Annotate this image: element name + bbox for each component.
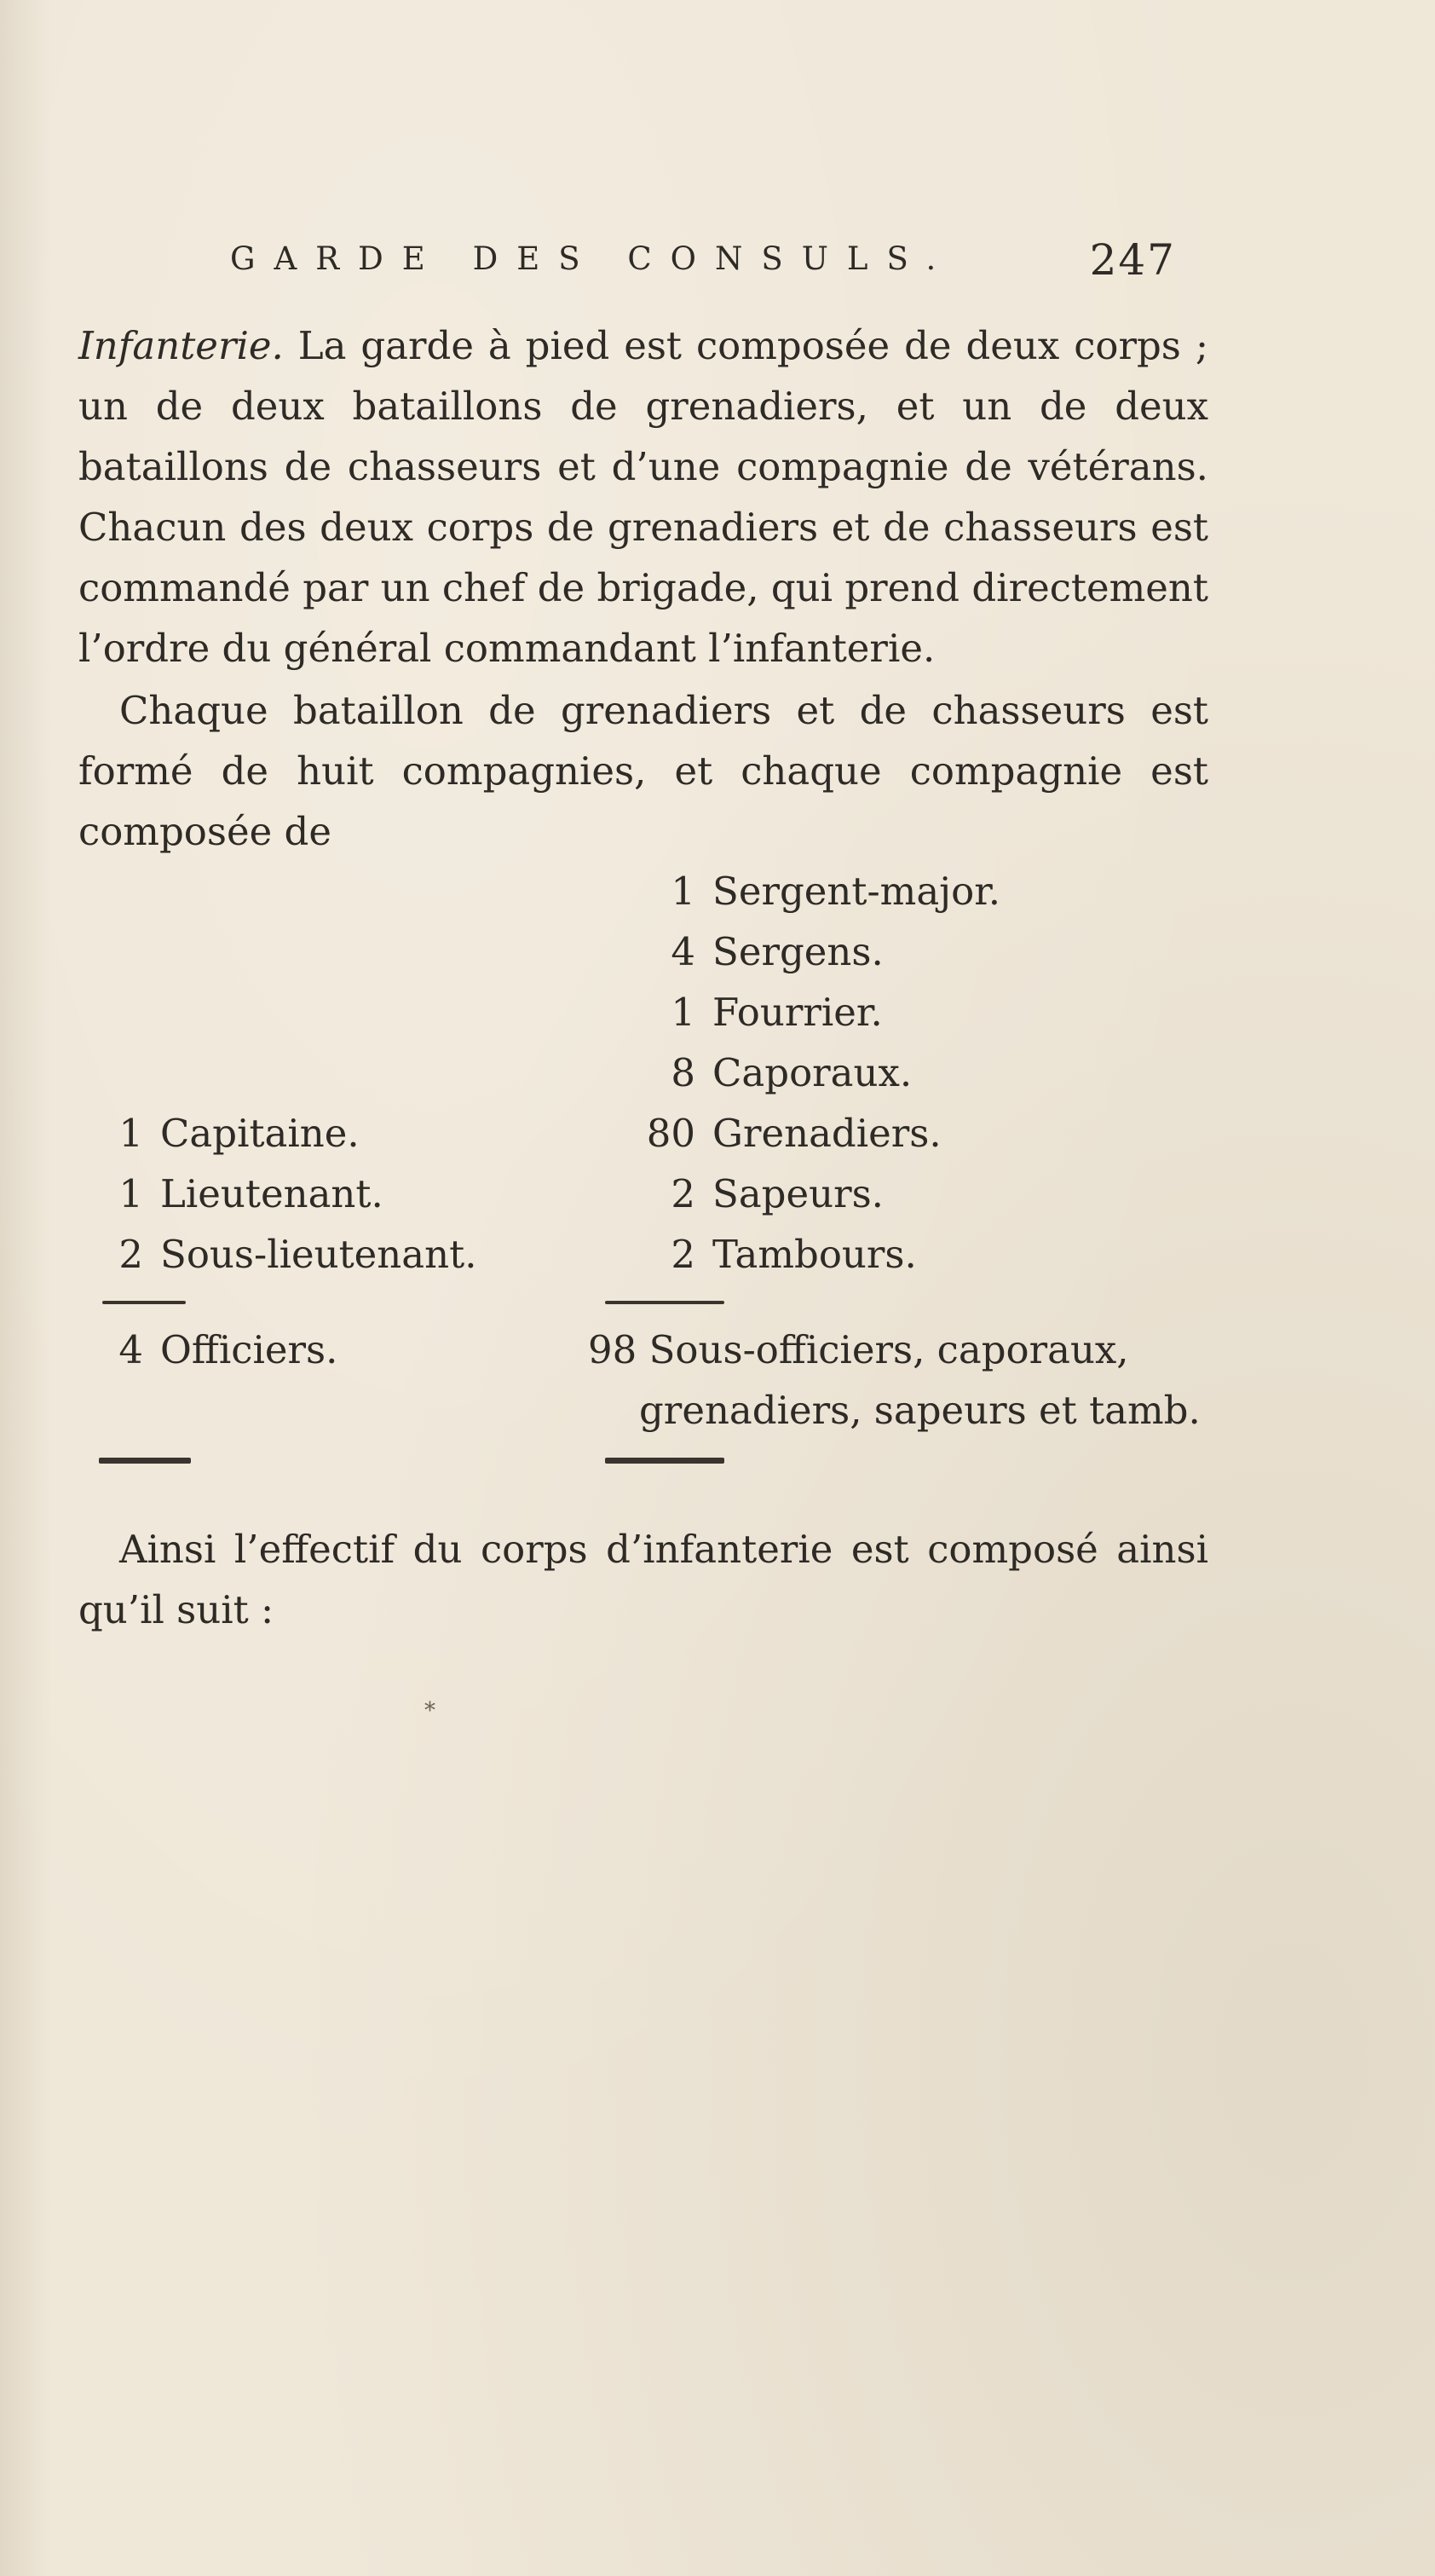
troop-label: Tambours. [712, 1232, 917, 1277]
paragraph-infanterie [78, 315, 1208, 679]
list-item [641, 1224, 1237, 1285]
list-item [94, 1103, 571, 1164]
troop-count: 8 [671, 1050, 695, 1095]
ink-mark: * [424, 1698, 435, 1724]
paragraph-effectif: Ainsi l’effectif du corps d’infanterie est composé ainsi qu’il suit : [78, 1527, 1208, 1632]
officers-total-count: 4 [118, 1327, 143, 1372]
officer-count: 2 [118, 1232, 143, 1277]
list-item [641, 921, 1237, 982]
paragraph-body: La garde à pied est composée de deux corps ; un de deux bataillons de grenadiers, et un de deux bataillons de chasseurs et d’une compagnie de vétérans. Chacun des deux corps de grenadiers et de chasseurs est commandé par un chef de brigade, qui prend directement l’ordre du général commandant l’infanterie. [78, 323, 1208, 671]
list-item [94, 1164, 571, 1224]
troop-label: Sergens. [712, 929, 884, 974]
troop-label: Sergent-major. [712, 869, 1001, 914]
list-item [641, 1103, 1237, 1164]
paragraph-lead: Infanterie. [78, 323, 284, 368]
troops-total-label: Sous-officiers, caporaux, [648, 1327, 1129, 1372]
page-gutter-shadow [0, 0, 51, 2576]
officers-list [94, 1103, 571, 1285]
paragraph-composition: Chaque bataillon de grenadiers et de chasseurs est formé de huit compagnies, et chaque compagnie est composée de [78, 688, 1208, 854]
officer-label: Capitaine. [160, 1111, 360, 1156]
troops-total [588, 1320, 1214, 1441]
end-rule-officers [99, 1458, 191, 1464]
officer-count: 1 [118, 1171, 143, 1216]
running-head: GARDE DES CONSULS. [230, 240, 955, 277]
officer-label: Lieutenant. [160, 1171, 383, 1216]
officers-total-label: Officiers. [160, 1327, 338, 1372]
sum-rule-officers [102, 1301, 186, 1304]
troop-count: 1 [671, 869, 695, 914]
troop-count: 80 [646, 1111, 695, 1156]
page-header [230, 235, 1176, 300]
troops-total-line2: grenadiers, sapeurs et tamb. [639, 1388, 1201, 1433]
troop-label: Caporaux. [712, 1050, 913, 1095]
troop-count: 4 [671, 929, 695, 974]
list-item [641, 1164, 1237, 1224]
list-item [641, 861, 1237, 921]
troop-count: 2 [671, 1232, 695, 1277]
page-number: 247 [1089, 235, 1176, 285]
troops-total-count: 98 [588, 1327, 637, 1372]
list-item [94, 1224, 571, 1285]
officer-label: Sous-lieutenant. [160, 1232, 477, 1277]
troop-label: Grenadiers. [712, 1111, 942, 1156]
troop-count: 1 [671, 990, 695, 1035]
troop-label: Sapeurs. [712, 1171, 884, 1216]
troops-total-line1 [588, 1320, 1214, 1380]
list-item [641, 982, 1237, 1043]
troops-list [641, 861, 1237, 1285]
officers-total [94, 1320, 337, 1380]
troop-label: Fourrier. [712, 990, 883, 1035]
end-rule-troops [605, 1458, 724, 1464]
officer-count: 1 [118, 1111, 143, 1156]
troop-count: 2 [671, 1171, 695, 1216]
sum-rule-troops [605, 1301, 724, 1304]
list-item [641, 1043, 1237, 1103]
